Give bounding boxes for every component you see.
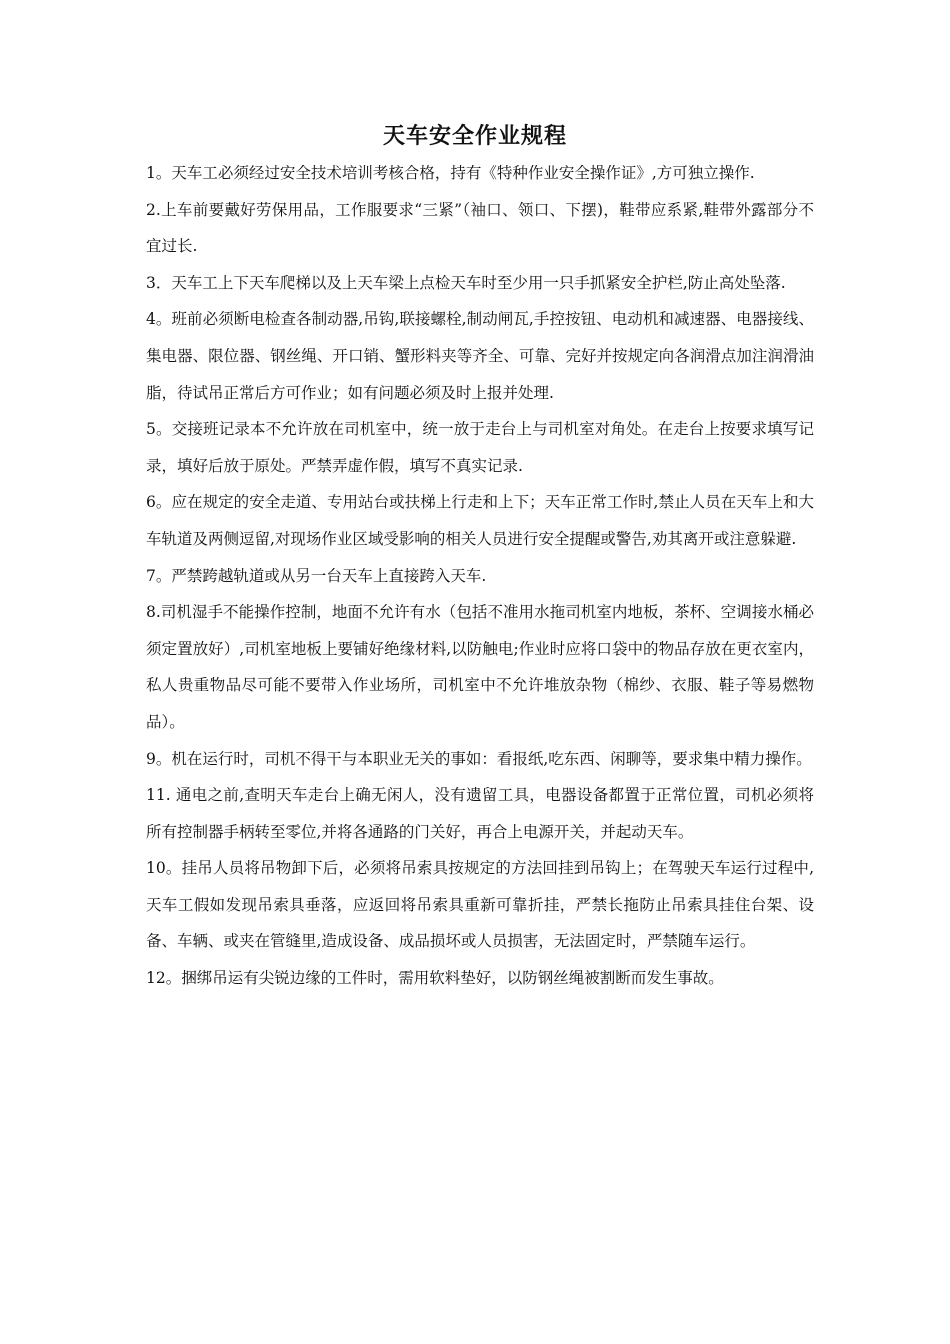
rule-paragraph-12: 12。捆绑吊运有尖锐边缘的工件时，需用软料垫好，以防钢丝绳被割断而发生事故。 [146, 969, 724, 988]
rule-paragraph-7: 7。严禁跨越轨道或从另一台天车上直接跨入天车. [146, 566, 487, 585]
rule-paragraph-3: 3．天车工上下天车爬梯以及上天车梁上点检天车时至少用一只手抓紧安全护栏,防止高处坠落. [146, 273, 786, 292]
rule-paragraph-10: 10。挂吊人员将吊物卸下后，必须将吊索具按规定的方法回挂到吊钩上；在驾驶天车运行过程中,天车工假如发现吊索具垂落，应返回将吊索具重新可靠折挂，严禁长拖防止吊索具挂住台架、设备、车辆、或夹在管缝里,造成设备、成品损坏或人员损害，无法固定时，严禁随车运行。 [146, 859, 814, 951]
rule-paragraph-1: 1。天车工必须经过安全技术培训考核合格，持有《特种作业安全操作证》,方可独立操作. [146, 164, 755, 182]
rule-paragraph-8: 8.司机湿手不能操作控制，地面不允许有水（包括不准用水拖司机室内地板，茶杯、空调接水桶必须定置放好）,司机室地板上要铺好绝缘材料,以防触电;作业时应将口袋中的物品存放在更衣室内，私人贵重物品尽可能不要带入作业场所，司机室中不允许堆放杂物（棉纱、衣服、鞋子等易燃物品）。 [146, 603, 814, 731]
rule-paragraph-5: 5。交接班记录本不允许放在司机室中，统一放于走台上与司机室对角处。在走台上按要求填写记录，填好后放于原处。严禁弄虚作假，填写不真实记录. [146, 420, 814, 475]
rule-paragraph-2: 2.上车前要戴好劳保用品，工作服要求“三紧”（袖口、领口、下摆)，鞋带应系紧,鞋带外露部分不宜过长. [146, 200, 814, 256]
rule-paragraph-9: 9。机在运行时，司机不得干与本职业无关的事如：看报纸,吃东西、闲聊等，要求集中精力操作。 [146, 749, 812, 768]
rule-paragraph-6: 6。应在规定的安全走道、专用站台或扶梯上行走和上下；天车正常工作时,禁止人员在天车上和大车轨道及两侧逗留,对现场作业区域受影响的相关人员进行安全提醒或警告,劝其离开或注意躲避. [146, 493, 814, 548]
document-body [146, 155, 814, 997]
document-title: 天车安全作业规程 [382, 123, 567, 149]
rule-paragraph-4: 4。班前必须断电检查各制动器,吊钩,联接螺栓,制动闸瓦,手控按钮、电动机和减速器、电器接线、集电器、限位器、钢丝绳、开口销、蟹形料夹等齐全、可靠、完好并按规定向各润滑点加注润滑油脂，待试吊正常后方可作业；如有问题必须及时上报并处理. [146, 310, 814, 402]
rule-paragraph-11: 11. 通电之前,查明天车走台上确无闲人，没有遗留工具，电器设备都置于正常位置，司机必须将所有控制器手柄转至零位,并将各通路的门关好，再合上电源开关，并起动天车。 [146, 786, 814, 841]
